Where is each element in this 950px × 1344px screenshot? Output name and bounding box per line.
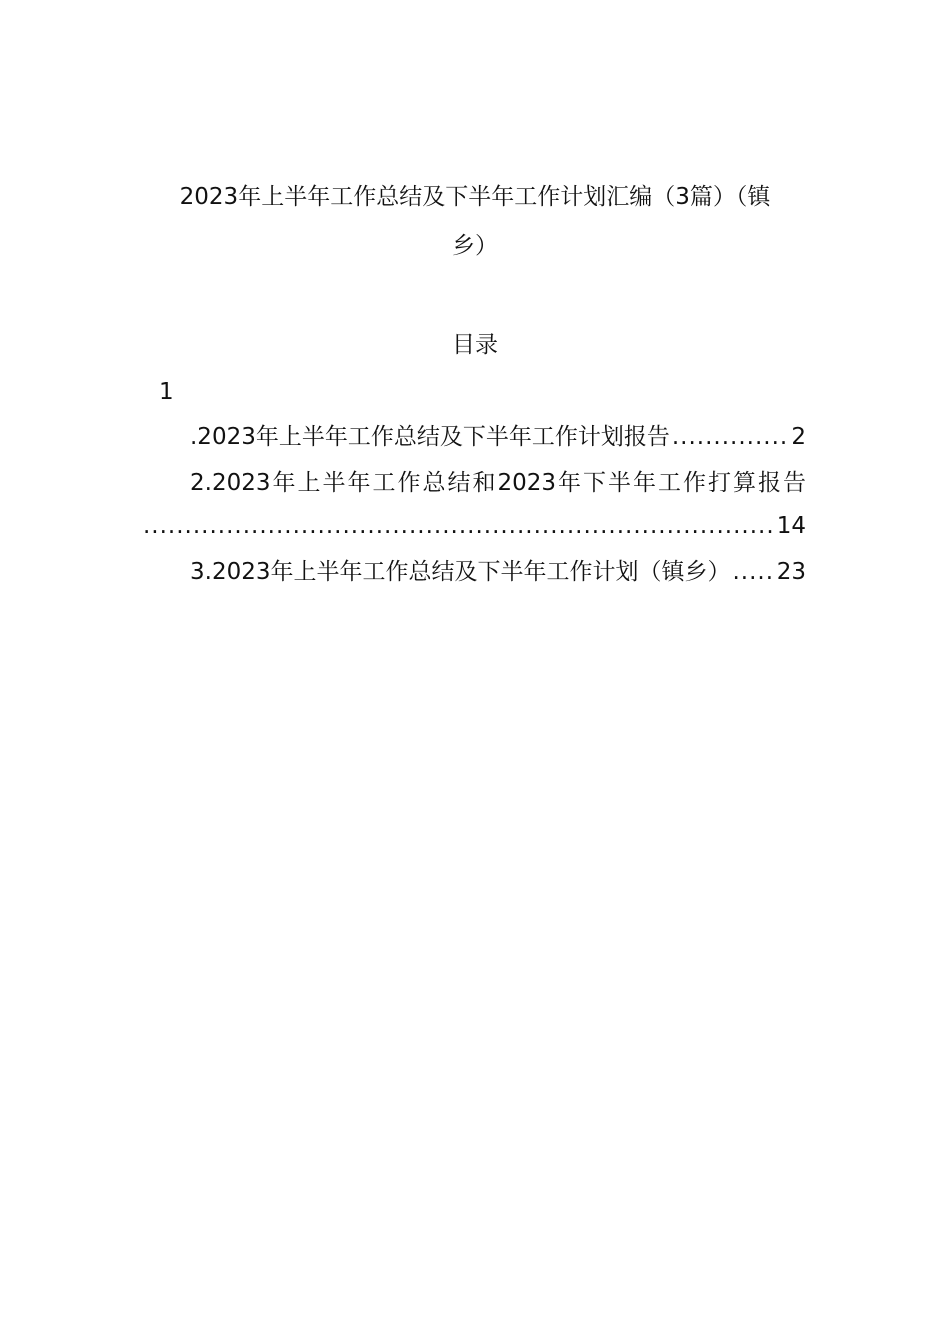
toc-page-number: 23 <box>776 559 806 585</box>
toc-heading: 目录 <box>452 332 498 358</box>
toc-entry-text: 3.2023年上半年工作总结及下半年工作计划（镇乡） <box>190 559 731 585</box>
toc-entry-1[interactable] <box>190 422 806 452</box>
toc-entry-text: .2023年上半年工作总结及下半年工作计划报告 <box>190 424 670 450</box>
document-title-line-2: 乡） <box>452 233 498 259</box>
toc-page-number: 14 <box>776 513 806 539</box>
toc-leader-dots <box>732 557 774 587</box>
document-title-line-1: 2023年上半年工作总结及下半年工作计划汇编（3篇）（镇 <box>179 184 771 210</box>
toc-entry-2-leader-line[interactable] <box>143 511 806 541</box>
toc-page-number: 2 <box>791 424 806 450</box>
toc-stray-number: 1 <box>159 379 174 405</box>
toc-leader-dots <box>143 511 775 541</box>
toc-leader-dots <box>672 422 790 452</box>
toc-entry-2-text[interactable]: 2.2023年上半年工作总结和2023年下半年工作打算报告 <box>190 470 806 496</box>
toc-entry-3[interactable] <box>190 557 806 587</box>
